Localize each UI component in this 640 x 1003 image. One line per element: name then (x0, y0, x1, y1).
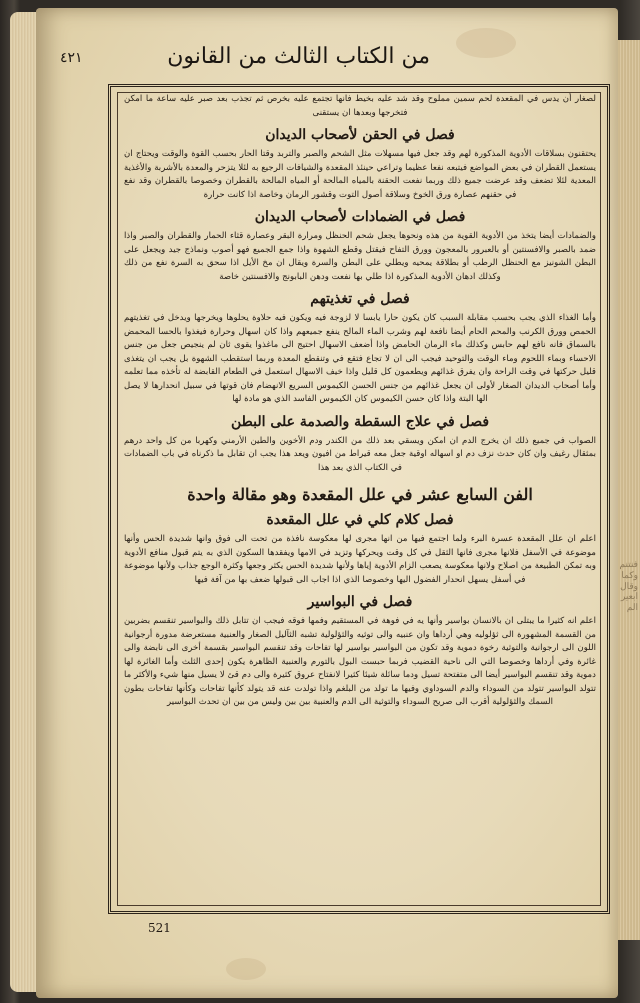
section-heading: فصل في الحقن لأصحاب الديدان (265, 127, 455, 143)
section-heading: فصل في البواسير (307, 594, 413, 610)
page-body (120, 93, 600, 909)
running-title: من الكتاب الثالث من القانون (167, 44, 430, 69)
book-right-page-edges (616, 40, 640, 940)
paper-stain (226, 958, 266, 980)
section-heading: فصل في تغذيتهم (310, 291, 410, 307)
section-paragraph: الصواب في جميع ذلك ان يخرج الدم ان امكن ويسقي بعد ذلك من الكندر ودم الأخوين والطين الأرمني وكهربا من كل واحد درهم بمثقال رغيف وان كان حدث نزف دم او اسهاله اوقية جعل معه قيراط من افيون ويعد هذا يجب ان تقابل ما ذكرناه في باب الضمادات في الكتاب الذي بعد هذا (124, 435, 596, 473)
section-paragraph: لصغار أن يدس في المقعدة لحم سمين مملوح وقد شد عليه بخيط فانها تجتمع عليه بخرص ثم تجذب بعد صبر عليه ساعة ما امكن فتخرجها وبعدها ان يستقنى (124, 94, 596, 118)
section-paragraph: يحتقنون بسلاقات الأدوية المذكورة لهم وقد جعل فيها مسهلات مثل الشحم والصبر والتربد وقتا الحار بحسب القوة والوقت ويحتاج ان يستعمل القطران في بعض المواضع فيتبعه نفعا عظيما وتراعي حينئذ المقعدة والشيافات الرجيع به لئلا يتزحر والمعدة بالأشربة والأغذية المعدية لئلا تضعف وقد عرضت جميع ذلك وربما نفعت الحقنة بالمياه المالحة أو المياه المالحة بالقطران وخصوصا بالقطران وقد نفع في حقنهم عصارة ورق الخوخ وسلاقة أصول التوت وقشور الرمان وخاصة اذا كانت حرارة (124, 149, 596, 200)
page-number-bottom: 521 (148, 921, 171, 935)
page-number-top: ٤٢١ (60, 50, 83, 66)
section-heading: فصل كلام كلي في علل المقعدة (266, 512, 454, 528)
section-paragraph: وأما الغذاء الذي يجب بحسب مقابلة السبب كان يكون حارا يابسا لا لزوجة فيه ويكون فيه حلاوة يحلوها ويخرجها ويدخل في تغذيتهم الحمص وورق الكرنب والمحم الحام أيضا نافعة لهم وشرب الماء المالح ينفع جميعهم واذا كان اسهال وحرارة فيغذوا بالحسا المحمض بالسماق فانه نافع لهم حابس وكذلك ماء الرمان الحامض واذا أضعف الاسهال احتيج الى ماغذوا يقوى ثان لم ينجيص جعل من جنس الاحساء وبماء اللحوم وماء الوقت والتوحيد فيجب الى ان لا تجاع فتقع في وتنقطع المعدة وربما استقطب الشهوة بل يجب ان يتغذى قليل حركتها في وقت الراحة وان يفرق غذائهم ويطعمون كل قليل واذا خيف الاسهال استعمل في الطعام القابضة له تأخذه مما تعلمه وأما أصحاب الديدان الصغار لأولى ان يجعل غذائهم من جنس الحسن الكيموس السريع الانهضام فان قوتها في سبيل انحدارها لا يصل الها البتة واذا كان حسن الكيموس كان الكيموس الفاسد الذي هو مادة لها (124, 313, 596, 404)
section-paragraph: اعلم ان علل المقعدة عسرة البرء ولما اجتمع فيها من انها مجرى لها معكوسة نافذة من تحت الى فوق وانها شديدة الحس وأنها موضوعة في الأسفل فلانها مجرى فانها الثقل في كل وقت ويحركها وتزيد في الامها ويفقدها السكون الذي به يتم قبول منافع الأدوية وبه تمكن الطبيعة من اصلاح ولانها معكوسة يصعب الزام الأدوية إياها ولأنها شديدة الحس يكثر وجعها وكثرة الوجع جذاب ولأنها موضوعة في أسفل يسهل انحدار الفضول اليها وخصوصا الذي اذا اجاب الى قبولها ضعف بها من آفة فيها (124, 534, 596, 585)
section-paragraph: والضمادات أيضا يتخذ من الأدوية القوية من هذه ونحوها يجعل شحم الحنظل ومرارة البقر وعصارة قثاء الحمار والقطران والصبر واذا ضمد بالصبر والافسنتين أو بالعبرور بالمعجون وورق التفاح فيقتل وقطع الشهوة واذا جمع الجميع فهو أصوب ونماذج جيد ويجعل على البطن الشونيز مع الحنظل الرطب أو بطلاقة يمحيه ويطلي على البطن والسرة ويقال ان مخ الأيل اذا سحق به السرة نفع من ذلك وكذلك ادهان الأدوية المذكورة اذا طلي بها نفعت ودهن البابونج والافسنتين خاصة (124, 231, 596, 282)
section-paragraph: اعلم انه كثيرا ما يبتلى ان بالانسان بواسير وأنها يه في فوهة في المستقيم وفمها فوقه فيجب ان تتابل ذلك والبواسير تنقسم بضربين من القسمة المشهورة الى ثؤلوليه وهي أرداها وان عنبيه والى توثيه والثؤلولية تشبه الثآليل الصغار والعنبية مستعرضة مدورة أرجوانية اللون الى ارجوانية والتوثية رخوة دموية وقد تكون من البواسير بواسير لها تفاحات وقد تنقسم البواسير بقسمة أخرى الى نابضة والى غائرة وفي أرداها وخصوصا التي الى ناحية القضيب فربما حبست البول بالتورم والعنبية الظاهرة يكون إحدى الثلث وأما الغائرة لها دموية وقد تنقسم البواسير أيضا الى متفتحة تسيل ودما سائلة شيئا كثيرا لانفتاح عروق كثيرة والى دم قئ لا يسيل منها شيء والأكثر ما تتولد البواسير تتولد من السوداء والدم السوداوي وفيها ما تولد من البلغم واذا تولدت عنه قد يتولد كأنها تفاحات وكأنها تفاحات بطون السمك والثؤلولية أقرب الى صريح السوداء والتوثية الى الدم والعنبية بين بين وليس من بين ان تحدث البواسير (124, 616, 596, 707)
section-heading: فصل في علاج السقطة والصدمة على البطن (230, 413, 490, 430)
page-header (60, 44, 560, 78)
section-heading: فصل في الضمادات لأصحاب الديدان (254, 209, 466, 225)
neighbor-page-text: فنتنم وكما وقال ابعير الم (619, 560, 638, 614)
section-heading: الفن السابع عشر في علل المقعدة وهو مقالة واحدة (187, 485, 533, 504)
